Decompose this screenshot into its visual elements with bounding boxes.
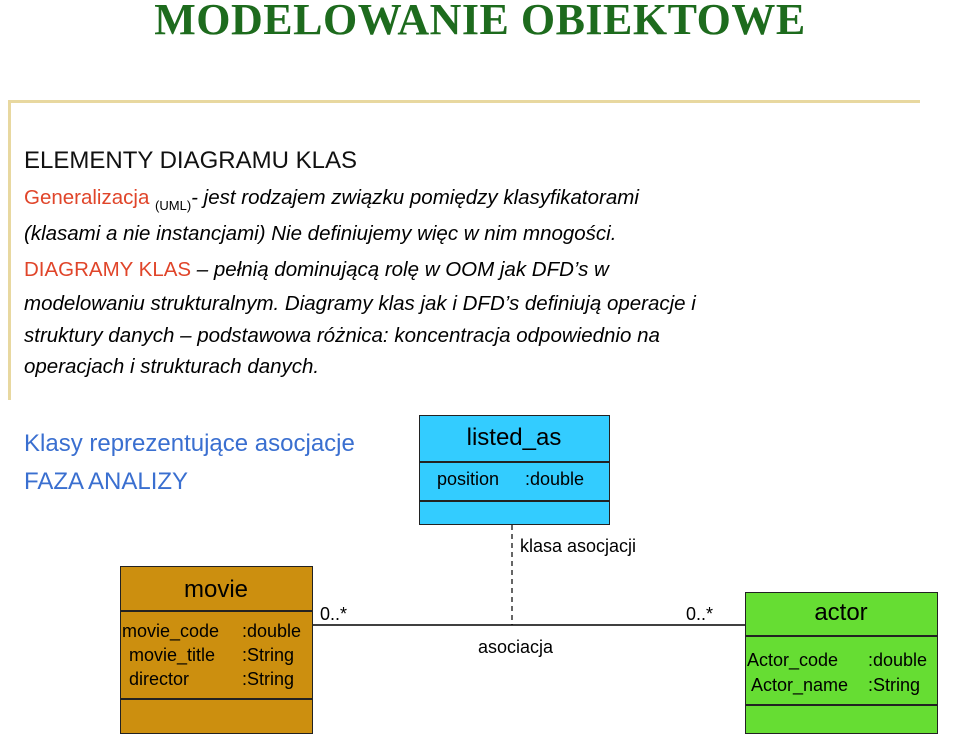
actor-class-box[interactable] — [745, 592, 938, 734]
paragraph-text: - jest rodzajem związku pomiędzy klasyfikatorami — [191, 186, 639, 209]
generalizacja-term: Generalizacja — [24, 186, 156, 209]
section-heading: ELEMENTY DIAGRAMU KLAS — [24, 147, 357, 174]
actor-class-name: actor — [814, 599, 868, 626]
paragraph-line-4: modelowaniu strukturalnym. Diagramy klas jak i DFD’s definiują operacje i — [24, 292, 696, 315]
attribute-name: Actor_code — [747, 650, 839, 670]
class-divider — [746, 704, 937, 706]
attribute-type: :double — [525, 469, 585, 489]
class-divider — [121, 610, 312, 612]
paragraph-text: – pełnią dominującą rolę w OOM jak DFD’s w — [191, 258, 609, 281]
attribute-type: :String — [242, 645, 295, 665]
attribute-type: :String — [242, 669, 295, 689]
association-label: asociacja — [478, 637, 554, 657]
movie-class-name: movie — [183, 576, 249, 603]
attribute-name: movie_title — [129, 645, 216, 665]
attribute-name: position — [437, 469, 500, 489]
listed-as-class-box[interactable] — [419, 415, 610, 525]
attribute-name: movie_code — [122, 621, 220, 641]
uml-note: (UML) — [155, 198, 192, 213]
listed-as-class-name: listed_as — [466, 424, 562, 451]
class-divider — [420, 500, 609, 502]
attribute-name: director — [129, 669, 190, 689]
attribute-type: :String — [868, 675, 921, 695]
association-class-label: klasa asocjacji — [520, 536, 637, 556]
paragraph-line-5: struktury danych – podstawowa różnica: koncentracja odpowiednio na — [24, 324, 660, 347]
phase-label: FAZA ANALIZY — [24, 468, 189, 495]
attribute-type: :double — [242, 621, 302, 641]
class-divider — [121, 698, 312, 700]
diagramy-klas-term: DIAGRAMY KLAS — [24, 258, 192, 281]
page-title: MODELOWANIE OBIEKTOWE — [154, 0, 806, 44]
class-divider — [746, 635, 937, 637]
paragraph-line-2: (klasami a nie instancjami) Nie definiujemy więc w nim mnogości. — [24, 222, 617, 245]
class-divider — [420, 461, 609, 463]
movie-class-box[interactable] — [120, 566, 313, 734]
attribute-type: :double — [868, 650, 928, 670]
assoc-classes-label: Klasy reprezentujące asocjacje — [24, 430, 355, 457]
attribute-name: Actor_name — [751, 675, 849, 695]
multiplicity-right: 0..* — [686, 604, 714, 624]
multiplicity-left: 0..* — [320, 604, 348, 624]
paragraph-line-6: operacjach i strukturach danych. — [24, 355, 320, 378]
